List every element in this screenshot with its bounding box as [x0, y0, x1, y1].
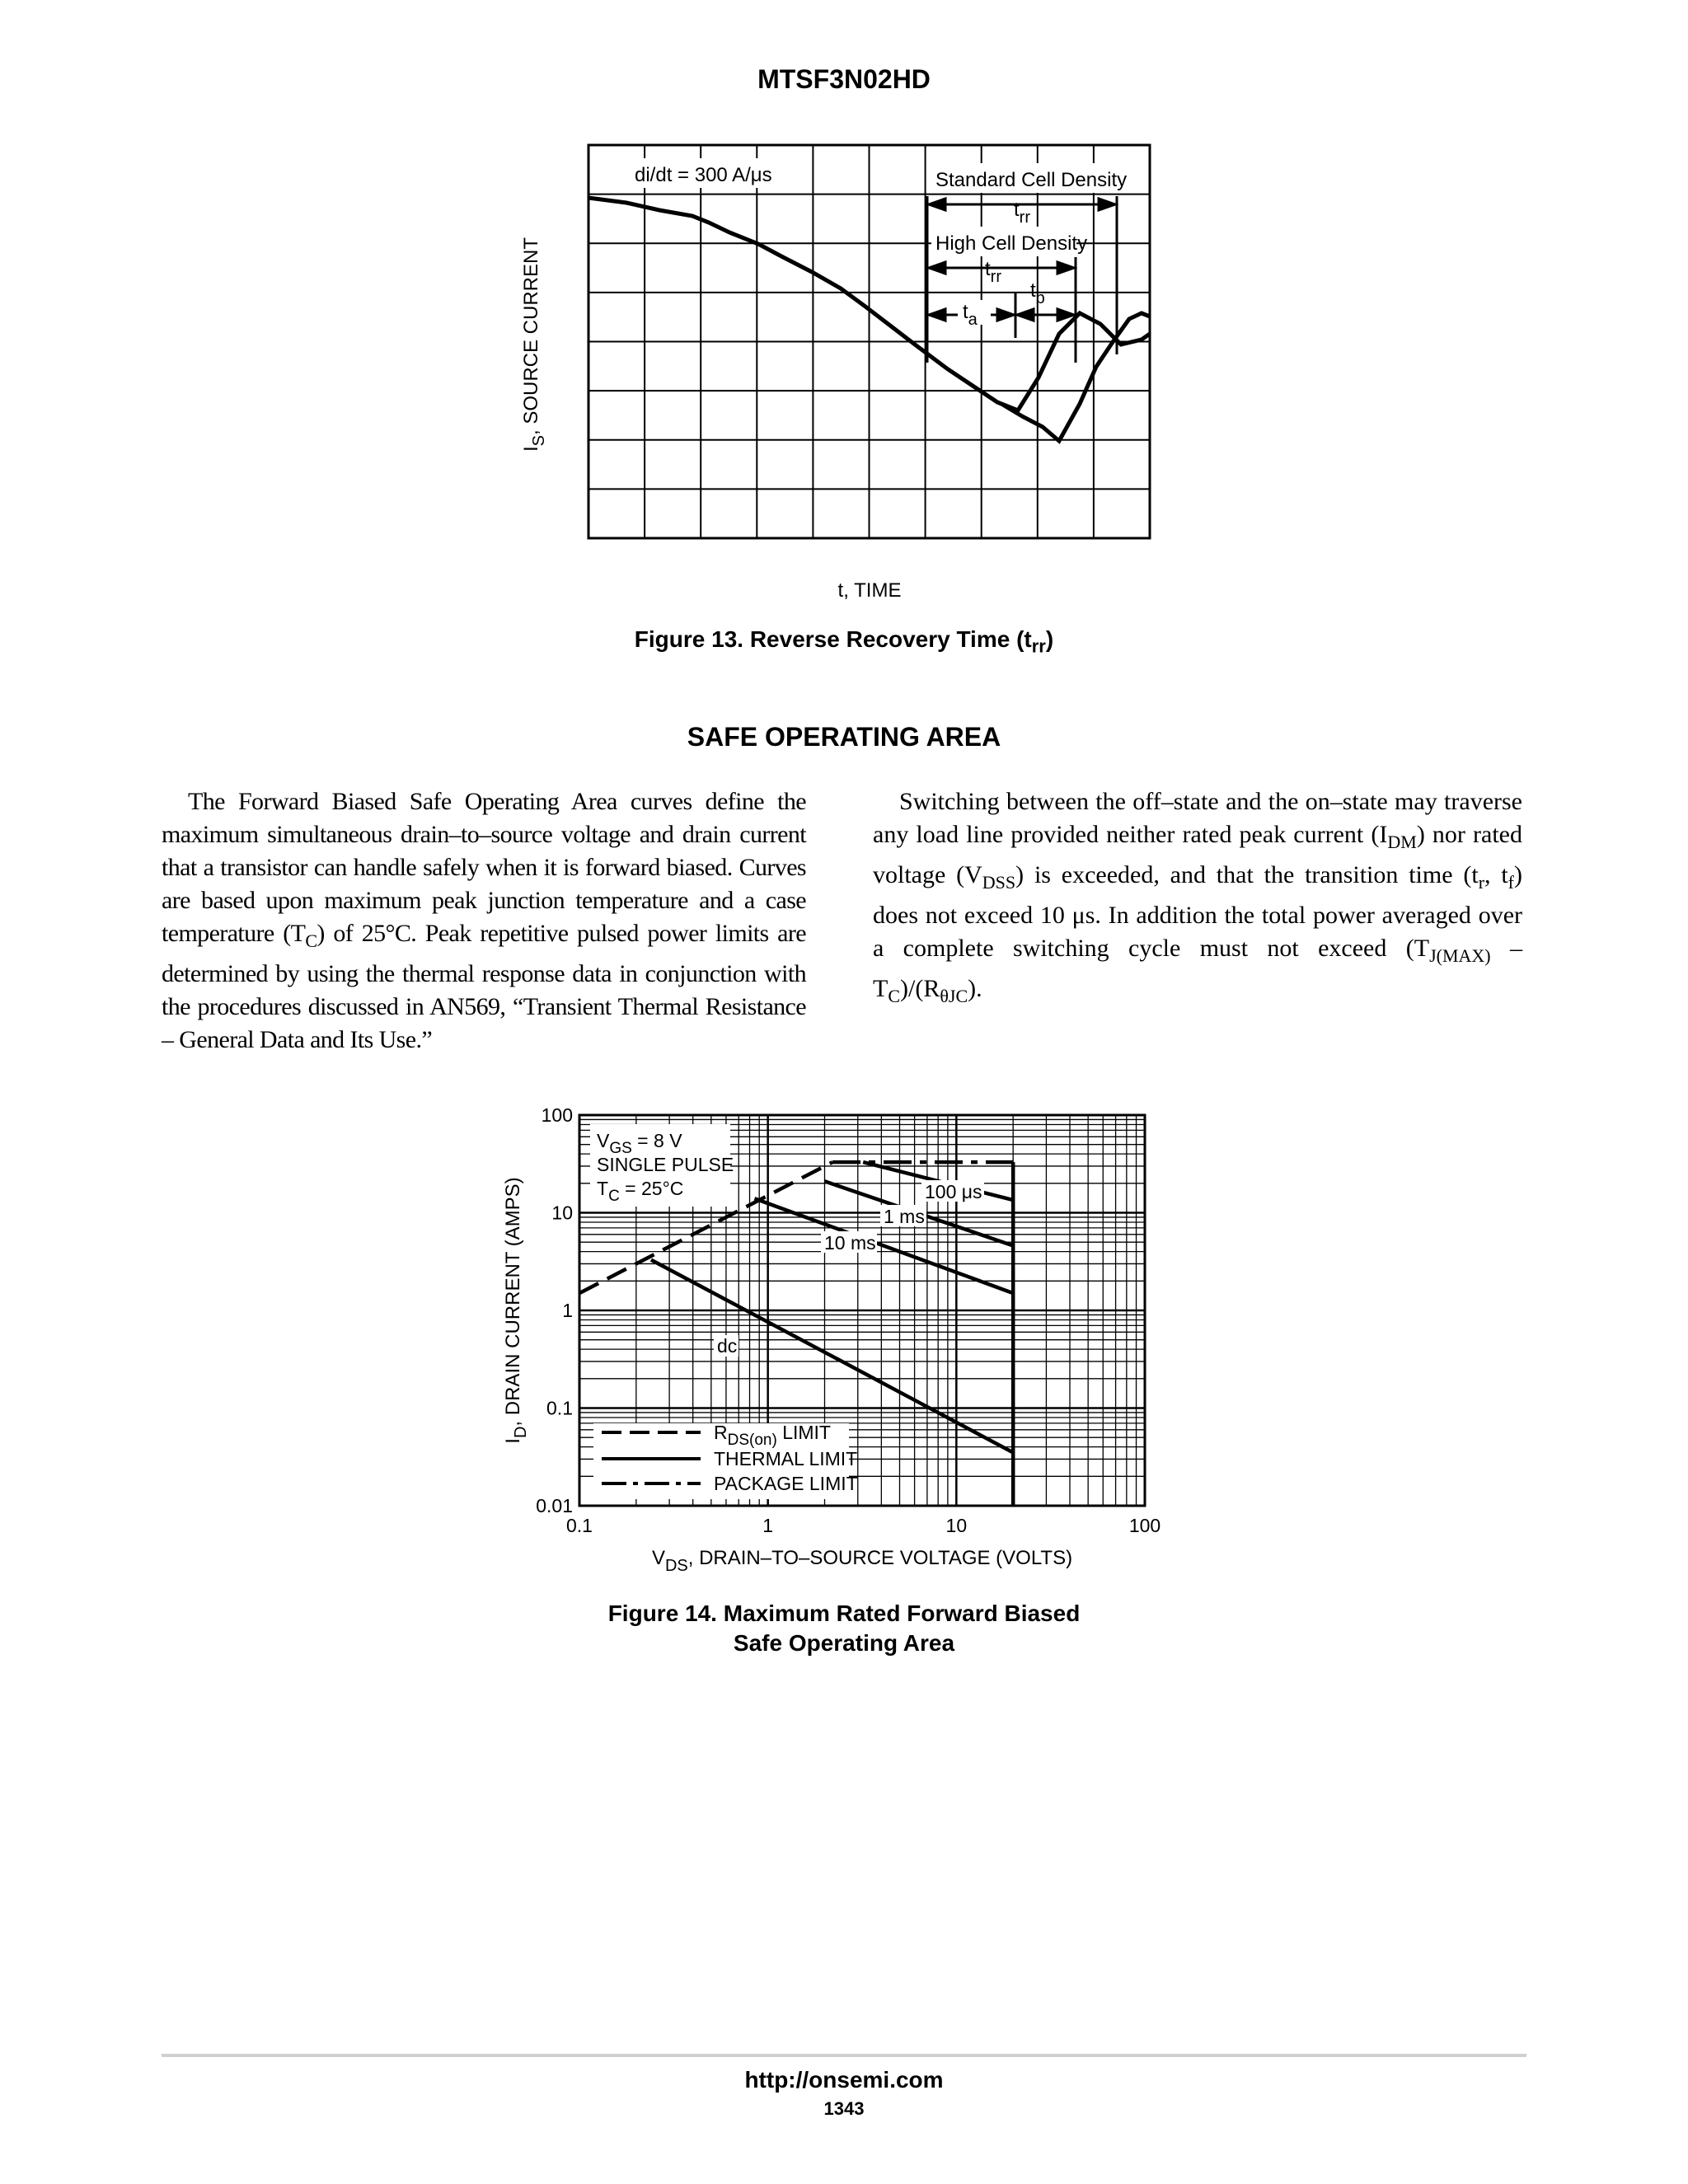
figure-13-caption: Figure 13. Reverse Recovery Time $(t_{rr})$: [634, 626, 1054, 657]
fig13-x-axis-label: t, TIME: [837, 579, 902, 602]
fig14-legend-rds: $R_{DS(on)}$ LIMIT: [714, 1422, 831, 1449]
fig13-didt-label: di/dt = 300 A/μs: [635, 164, 772, 186]
figure-14-caption-line2: Safe Operating Area: [733, 1630, 955, 1656]
fig14-legend-package: PACKAGE LIMIT: [714, 1473, 858, 1494]
fig14-label-100us: 100 μs: [925, 1181, 982, 1202]
figure-14-caption-line1: Figure 14. Maximum Rated Forward Biased: [607, 1601, 1081, 1626]
fig14-legend-thermal: THERMAL LIMIT: [714, 1448, 858, 1469]
fig14-x-tick-label: 0.1: [566, 1515, 593, 1536]
fig14-y-axis-label: $I_D$, DRAIN CURRENT (AMPS): [502, 1177, 530, 1444]
page-header: MTSF3N02HD: [757, 64, 931, 94]
fig14-info-vgs: $V_{GS} = 8$ V: [597, 1130, 682, 1157]
fig14-x-tick-label: 10: [945, 1515, 968, 1536]
fig14-y-tick-label: 1: [562, 1300, 573, 1321]
fig14-info-tc: $T_C = 25^\circ C$: [597, 1178, 684, 1205]
fig13-high-trr: $t_{rr}$: [985, 258, 1001, 286]
footer-url[interactable]: http://onsemi.com: [744, 2067, 944, 2093]
fig14-label-dc: dc: [717, 1335, 738, 1357]
fig14-y-tick-label: 0.1: [546, 1397, 573, 1419]
section-title: SAFE OPERATING AREA: [687, 722, 1001, 752]
fig14-y-tick-label: 10: [551, 1202, 573, 1224]
fig14-x-tick-label: 1: [762, 1515, 774, 1536]
fig14-y-tick-label: 0.01: [536, 1495, 573, 1516]
fig13-standard-trr: $t_{rr}$: [1014, 199, 1030, 227]
fig13-high-label: High Cell Density: [935, 232, 1088, 255]
fig13-y-axis-label: $I_S$, SOURCE CURRENT: [520, 237, 548, 452]
footer-divider: [162, 2054, 1526, 2057]
fig14-label-10ms: 10 ms: [824, 1232, 876, 1254]
body-right-paragraph: Switching between the off–state and the on–state may traverse any load line provided neither rated peak current $(I_{DM})$ nor rated voltage $(V_{DSS})$ is exceeded, and that the transition time ($t_r$, $t_f$) does not exceed 10 μs. In addition the total power averaged over a complete switching cycle must not exceed $(T_{J(MAX)} - T_C)/(R_{\theta JC})$.: [873, 788, 1522, 1006]
fig14-x-axis-label: $V_{DS}$, DRAIN–TO–SOURCE VOLTAGE (VOLTS): [651, 1547, 1073, 1575]
fig13-tb-label: $t_b$: [1030, 279, 1045, 307]
footer-page-number: 1343: [823, 2098, 865, 2119]
fig14-label-1ms: 1 ms: [884, 1206, 925, 1227]
body-left-paragraph: The Forward Biased Safe Operating Area curves define the maximum simultaneous drain–to–source voltage and drain current that a transistor can handle safely when it is forward biased. Curves are based upon maximum peak junction temperature and a case temperature $(T_C)$ of 25°C. Peak repetitive pulsed power limits are determined by using the thermal response data in conjunction with the procedures discussed in AN569, “Transient Thermal Resistance – General Data and Its Use.”: [162, 788, 806, 1053]
fig13-standard-label: Standard Cell Density: [935, 169, 1128, 191]
fig14-y-tick-label: 100: [541, 1104, 573, 1126]
fig14-info-pulse: SINGLE PULSE: [597, 1154, 734, 1175]
fig13-ta-label: $t_a$: [963, 301, 978, 329]
fig14-x-tick-label: 100: [1128, 1515, 1161, 1536]
